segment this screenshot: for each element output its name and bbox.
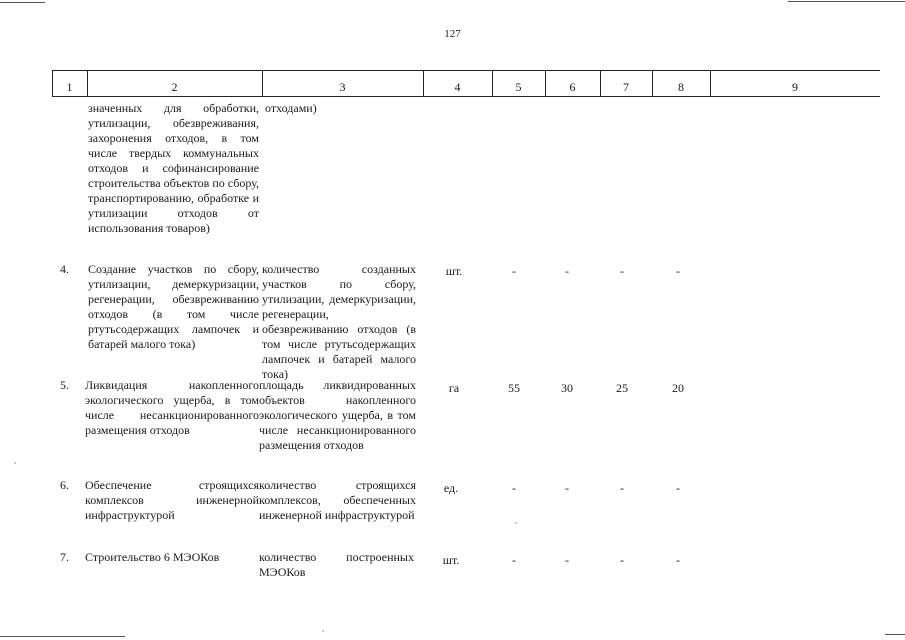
header-cell: 3 (339, 80, 346, 94)
row-value: - (512, 481, 516, 495)
header-cell: 7 (623, 80, 629, 94)
scan-speck (322, 630, 324, 632)
row-name: Строительство 6 МЭОКов (85, 550, 220, 564)
scan-edge-bottom-right (885, 634, 905, 635)
row-unit: шт. (445, 264, 463, 278)
row-unit: га (448, 381, 460, 395)
row-value: - (676, 264, 680, 278)
row-number: 4. (60, 262, 69, 276)
scan-speck (515, 522, 517, 524)
row-value: - (512, 264, 516, 278)
header-cell: 2 (171, 80, 178, 94)
header-cell: 9 (792, 80, 798, 94)
row-indicator: площадь ликвидированных объектов накопленного экологического ущерба, в том числе несанкционированного размещения отходов (259, 378, 416, 452)
row-value: - (512, 553, 516, 567)
row-value: 55 (508, 381, 520, 395)
header-cell: 5 (515, 80, 522, 94)
header-cell: 4 (454, 80, 461, 94)
header-top-border (52, 70, 880, 71)
row-value: - (565, 553, 569, 567)
row-name: Ликвидация накопленного экологического ущерба, в том числе несанкционированного размещения отходов (85, 378, 259, 437)
row-number: 7. (60, 550, 69, 564)
scan-edge-bottom-left (0, 636, 125, 637)
row-number: 5. (60, 378, 69, 392)
row-value: - (676, 481, 680, 495)
scan-speck (14, 462, 16, 464)
row-value: - (565, 481, 569, 495)
row-value: 20 (672, 381, 684, 395)
row-name: Обеспечение строящихся комплексов инженерной инфраструктурой (85, 478, 259, 522)
row-unit: шт. (442, 553, 460, 567)
row-value: - (620, 481, 624, 495)
row-value: 30 (561, 381, 573, 395)
continuation-name: значенных для обработки, утилизации, обезвреживания, захоронения отходов, в том числе твердых коммунальных отходов и софинансирование строительства объектов по сбору, транспортированию, обработке и утилизации отходов от использования товаров) (88, 101, 259, 235)
scan-edge-top-left (0, 2, 45, 3)
row-number: 6. (60, 478, 69, 492)
scan-edge-top-right (788, 1, 905, 2)
row-value: - (676, 553, 680, 567)
header-cell: 1 (66, 80, 73, 94)
page-number: 127 (444, 28, 461, 40)
continuation-indicator: отходами) (265, 101, 317, 115)
row-indicator: количество созданных участков по сбору, утилизации, демеркуризации, регенерации, обезвреживанию отходов (в том числе ртутьсодержащих лампочек и батарей малого тока) (262, 262, 416, 381)
header-cell: 8 (678, 80, 684, 94)
row-name: Создание участков по сбору, утилизации, демеркуризации, регенерации, обезвреживанию отходов (в том числе ртутьсодержащих лампочек и батарей малого тока) (88, 262, 259, 351)
header-cell: 6 (569, 80, 576, 94)
row-value: - (565, 264, 569, 278)
row-indicator: количество строящихся комплексов, обеспеченных инженерной инфраструктурой (259, 478, 416, 522)
row-indicator: количество построенных МЭОКов (259, 550, 414, 579)
header-bottom-border (52, 96, 880, 97)
row-value: - (620, 553, 624, 567)
row-unit: ед. (443, 481, 459, 495)
row-value: 25 (616, 381, 628, 395)
row-value: - (620, 264, 624, 278)
